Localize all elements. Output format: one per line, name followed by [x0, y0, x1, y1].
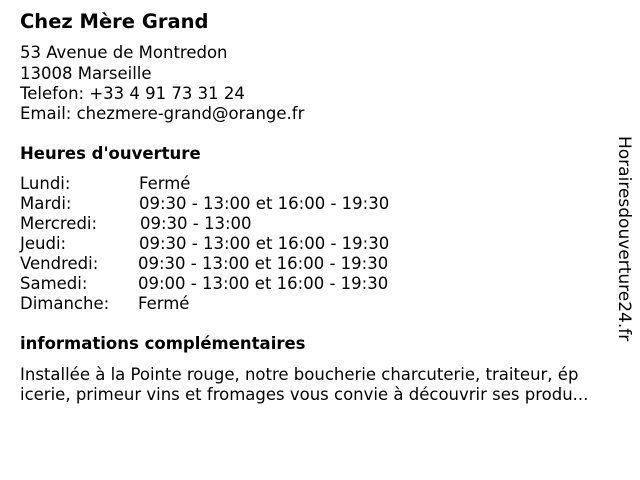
hours-time-value: Fermé	[138, 294, 190, 313]
hours-time-value: 09:30 - 13:00 et 16:00 - 19:30	[139, 234, 390, 253]
hours-day-label: Mardi:	[20, 194, 72, 213]
hours-day-label: Dimanche:	[20, 294, 110, 313]
hours-time-value: Fermé	[139, 174, 191, 193]
hours-day-label: Mercredi:	[20, 214, 98, 233]
address-city: 13008 Marseille	[20, 64, 152, 83]
hours-day-label: Vendredi:	[20, 254, 99, 273]
hours-time-value: 09:30 - 13:00 et 16:00 - 19:30	[138, 254, 389, 273]
description-line-1: Installée à la Pointe rouge, notre boucherie charcuterie, traiteur, ép	[20, 365, 579, 384]
store-name: Chez Mère Grand	[20, 10, 209, 33]
description-line-2: icerie, primeur vins et fromages vous convie à découvrir ses produ...	[20, 385, 589, 404]
email-address: Email: chezmere-grand@orange.fr	[20, 104, 305, 123]
additional-info-heading: informations complémentaires	[20, 334, 306, 353]
hours-day-label: Lundi:	[20, 174, 71, 193]
phone-number: Telefon: +33 4 91 73 31 24	[20, 84, 245, 103]
hours-time-value: 09:30 - 13:00	[140, 214, 252, 233]
address-street: 53 Avenue de Montredon	[20, 43, 228, 62]
hours-time-value: 09:00 - 13:00 et 16:00 - 19:30	[138, 274, 389, 293]
hours-day-label: Samedi:	[20, 274, 88, 293]
hours-time-value: 09:30 - 13:00 et 16:00 - 19:30	[139, 194, 390, 213]
opening-hours-heading: Heures d'ouverture	[20, 144, 201, 163]
hours-day-label: Jeudi:	[20, 234, 67, 253]
site-watermark: Horairesdouverture24.fr	[614, 136, 634, 342]
